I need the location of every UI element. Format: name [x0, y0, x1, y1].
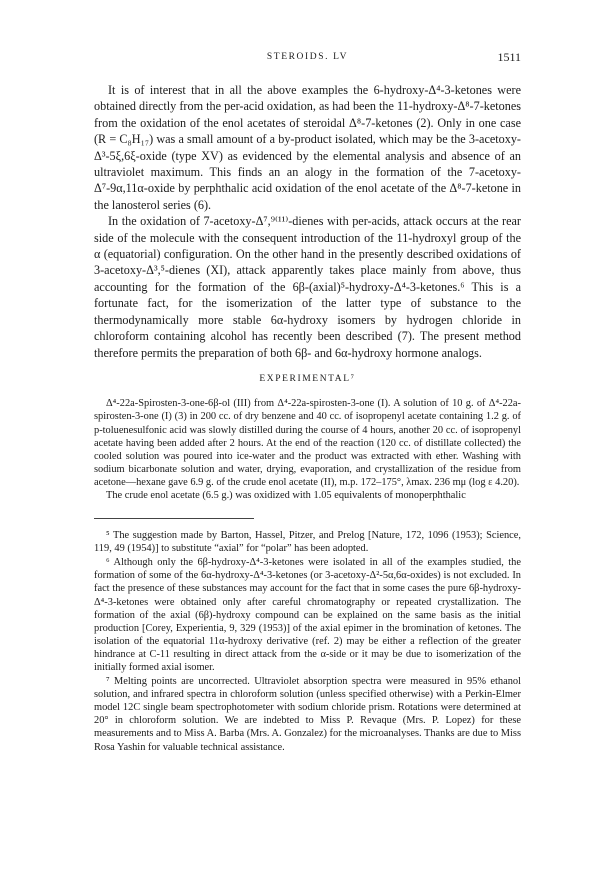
- page-number: 1511: [497, 50, 521, 64]
- footnote: ⁵ The suggestion made by Barton, Hassel, Pitzer, and Prelog [Nature, 172, 1096 (1953); Science, 119, 49 (1954)] to substitute “axial” for “polar” has been adopted.: [94, 530, 521, 555]
- body-paragraph: It is of interest that in all the above examples the 6-hydroxy-Δ⁴-3-ketones were obtained directly from the per-acid oxidation, as had been the 11-hydroxy-Δ⁸-7-ketones from the oxidation of the enol acetates of steroidal Δ⁸-7-ketones (2). Only in one case (R = C₈H₁₇) was a small amount of a by-product isolated, which may be the 3-acetoxy-Δ³-5ξ,6ξ-oxide (type XV) as evidenced by the elemental analysis and absence of an ultraviolet maximum. This finds an an alogy in the formation of the 7-acetoxy-Δ⁷-9α,11α-oxide by perphthalic acid oxidation of the enol acetate of the Δ⁸-7-ketone in the lanosterol series (6).: [94, 83, 521, 212]
- footnote: ⁶ Although only the 6β-hydroxy-Δ⁴-3-ketones were isolated in all of the examples studied, the formation of some of the 6α-hydroxy-Δ⁴-3-ketones (or 3-acetoxy-Δ²-5α,6α-oxides) is not excluded. In fact the presence of these substances may account for the fact that in some cases the pure 6β-hydroxy-Δ⁴-3-ketones were obtained only after careful chromatography or repeated crystallization. The formation of the axial (6β)-hydroxy compound can be explained on the same basis as the initial production [Corey, Experientia, 9, 329 (1953)] of the axial epimer in the bromination of ketones. The isolation of the equatorial 11α-hydroxy derivative (ref. 2) may be either a reflection of the greater hindrance at C-11 resulting in direct attack from the α-side or it may be due to isomerization of the initially formed axial isomer.: [94, 557, 521, 673]
- footnotes: [94, 529, 521, 754]
- footnote: ⁷ Melting points are uncorrected. Ultraviolet absorption spectra were measured in 95% ethanol solution, and infrared spectra in chloroform solution (unless specified otherwise) with a Perkin-Elmer model 12C single beam spectrophotometer with sodium chloride prism. Rotations were determined at 20° in chloroform solution. We are indebted to Miss P. Revaque (Mrs. P. Lopez) for these measurements and to Miss A. Barba (Mrs. A. Gonzalez) for the microanalyses. Thanks are due to Miss Rosa Yashin for valuable technical assistance.: [94, 676, 521, 753]
- running-head: STEROIDS. LV: [266, 52, 349, 62]
- experimental-paragraph: Δ⁴-22a-Spirosten-3-one-6β-ol (III) from Δ⁴-22a-spirosten-3-one (I). A solution of 10 g. of Δ⁴-22a-spirosten-3-one (I) (3) in 200 cc. of dry benzene and 40 cc. of isopropenyl acetate containing 1.2 g. of p-toluenesulfonic acid was slowly distilled during the course of 4 hours, another 20 cc. of isopropenyl acetate having been added after 2 hours. At the end of the reaction (120 cc. of distillate collected) the cooled solution was poured into ice-water and the product was extracted with ether. Washing with sodium bicarbonate solution and water, drying, evaporation, and crystallization of the residue from acetone—hexane gave 6.9 g. of the crude enol acetate (II), m.p. 172–175°, λmax. 236 mμ (log ε 4.20).: [94, 398, 521, 488]
- experimental-paragraph: The crude enol acetate (6.5 g.) was oxidized with 1.05 equivalents of monoperphthalic: [106, 489, 466, 501]
- page-header: [94, 52, 521, 66]
- section-heading: EXPERIMENTAL⁷: [259, 373, 356, 384]
- body-paragraph: In the oxidation of 7-acetoxy-Δ⁷,⁹⁽¹¹⁾-dienes with per-acids, attack occurs at the rear side of the molecule with the consequent introduction of the 11-hydroxyl group of the α (equatorial) configuration. On the other hand in the presently described oxidations of 3-acetoxy-Δ³,⁵-dienes (XI), attack apparently takes place mainly from above, thus accounting for the formation of the 6β-(axial)⁵-hydroxy-Δ⁴-3-ketones.⁶ This is a fortunate fact, for the isomerization of the latter type of substance to the thermodynamically more stable 6α-hydroxy isomers by hydrogen chloride in chloroform containing alcohol has recently been described (7). The present method therefore permits the preparation of both 6β- and 6α-hydroxy hormone analogs.: [94, 214, 521, 360]
- footnote-rule: [94, 518, 254, 519]
- experimental-section: [94, 397, 521, 502]
- article-body: [94, 82, 521, 755]
